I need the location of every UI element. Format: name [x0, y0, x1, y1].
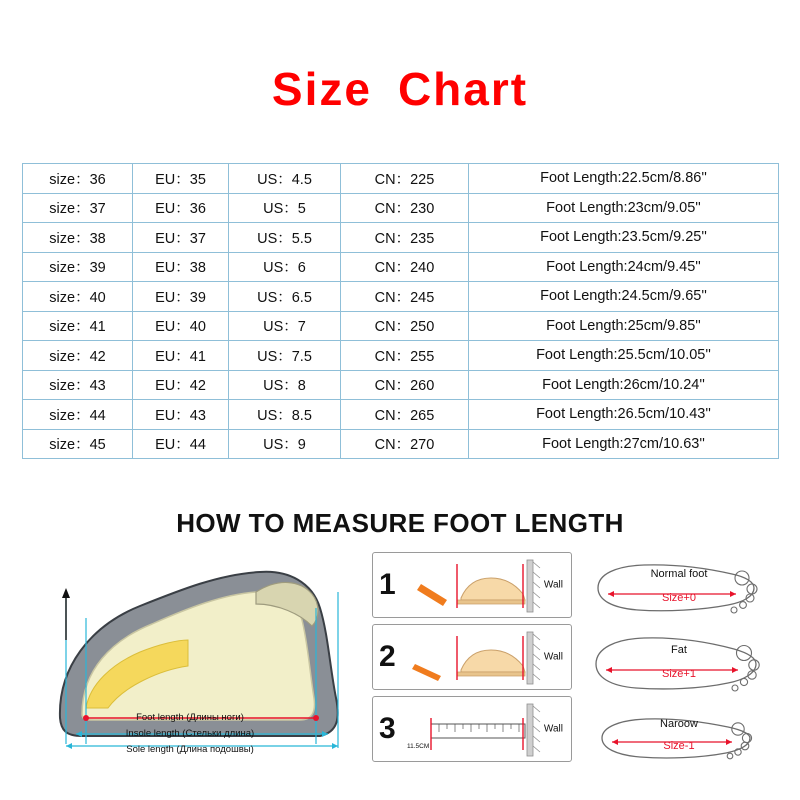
table-row	[23, 164, 779, 194]
table-row	[23, 429, 779, 459]
cell-us: US：5.5	[229, 223, 341, 253]
cell-us: US：8.5	[229, 400, 341, 430]
cell-us: US：4.5	[229, 164, 341, 194]
wall-shape	[527, 704, 533, 756]
cell-us: US：7	[229, 311, 341, 341]
cell-us: US：5	[229, 193, 341, 223]
measure-panels	[20, 548, 780, 778]
cell-size: size：44	[23, 400, 133, 430]
step-number: 1	[379, 568, 396, 601]
toe-5	[732, 685, 738, 691]
cell-foot-length: Foot Length:23.5cm/9.25''	[469, 223, 779, 253]
shoe-insole-region	[82, 592, 314, 720]
cell-foot-length: Foot Length:25cm/9.85''	[469, 311, 779, 341]
toe-4	[740, 602, 747, 609]
cell-eu: EU：38	[133, 252, 229, 282]
cell-eu: EU：39	[133, 282, 229, 312]
foot-type-fat	[586, 632, 786, 696]
foot-type-size: Size+1	[662, 668, 696, 680]
cell-foot-length: Foot Length:25.5cm/10.05''	[469, 341, 779, 371]
toe-big	[735, 571, 749, 585]
measure-step-3	[372, 696, 572, 762]
legend-sole-length: Sole length (Длина подошвы)	[126, 744, 254, 755]
measure-step-2	[372, 624, 572, 690]
foot-shape	[461, 650, 525, 672]
foot-type-label: Normal foot	[650, 568, 708, 580]
step-wall-label: Wall	[543, 723, 563, 735]
cell-cn: CN：255	[341, 341, 469, 371]
step-number: 2	[379, 640, 396, 673]
cell-size: size：43	[23, 370, 133, 400]
foot-sole	[457, 672, 525, 676]
toe-4	[740, 678, 747, 685]
cell-size: size：38	[23, 223, 133, 253]
cell-eu: EU：42	[133, 370, 229, 400]
cell-size: size：36	[23, 164, 133, 194]
cell-foot-length: Foot Length:26.5cm/10.43''	[469, 400, 779, 430]
cell-foot-length: Foot Length:24.5cm/9.65''	[469, 282, 779, 312]
foot-shape	[461, 578, 525, 600]
cell-us: US：6	[229, 252, 341, 282]
table-row	[23, 370, 779, 400]
cell-cn: CN：225	[341, 164, 469, 194]
cell-cn: CN：230	[341, 193, 469, 223]
cell-eu: EU：36	[133, 193, 229, 223]
cell-size: size：37	[23, 193, 133, 223]
foot-type-label: Naroow	[660, 718, 698, 730]
size-table-body	[23, 164, 779, 459]
table-row	[23, 193, 779, 223]
cell-size: size：42	[23, 341, 133, 371]
cell-cn: CN：250	[341, 311, 469, 341]
arrow-up-icon	[62, 588, 70, 598]
cell-foot-length: Foot Length:27cm/10.63''	[469, 429, 779, 459]
toe-2	[747, 584, 757, 594]
toe-5	[727, 753, 733, 759]
cell-eu: EU：43	[133, 400, 229, 430]
measure-step-1	[372, 552, 572, 618]
cell-size: size：45	[23, 429, 133, 459]
table-row	[23, 252, 779, 282]
measure-arrow-left-icon	[606, 667, 612, 673]
table-row	[23, 311, 779, 341]
measure-arrow-left-icon	[612, 739, 618, 745]
foot-type-normal	[586, 556, 786, 620]
cell-cn: CN：235	[341, 223, 469, 253]
step-number: 3	[379, 712, 396, 745]
table-row	[23, 223, 779, 253]
cell-cn: CN：270	[341, 429, 469, 459]
foot-type-size: Size-1	[663, 740, 695, 752]
cell-us: US：9	[229, 429, 341, 459]
cell-size: size：40	[23, 282, 133, 312]
cell-us: US：7.5	[229, 341, 341, 371]
size-chart-table	[22, 163, 779, 459]
ruler-measure-label: 11.5CM	[407, 743, 430, 750]
cell-eu: EU：44	[133, 429, 229, 459]
title-word-chart: Chart	[397, 63, 529, 115]
toe-5	[731, 607, 737, 613]
cell-foot-length: Foot Length:23cm/9.05''	[469, 193, 779, 223]
cell-eu: EU：41	[133, 341, 229, 371]
cell-foot-length: Foot Length:22.5cm/8.86''	[469, 164, 779, 194]
foot-type-narrow	[586, 706, 786, 770]
table-row	[23, 341, 779, 371]
table-row	[23, 282, 779, 312]
foot-types-diagram	[586, 548, 786, 772]
cell-cn: CN：260	[341, 370, 469, 400]
cell-us: US：6.5	[229, 282, 341, 312]
page-title	[0, 0, 800, 116]
pencil-icon	[417, 584, 447, 606]
cell-us: US：8	[229, 370, 341, 400]
measure-arrow-left-icon	[608, 591, 614, 597]
wall-shape	[527, 632, 533, 684]
cell-size: size：41	[23, 311, 133, 341]
measure-steps	[372, 552, 572, 766]
foot-sole	[457, 600, 525, 604]
step-wall-label: Wall	[543, 651, 563, 663]
legend-foot-length: Foot length (Длины ноги)	[136, 712, 244, 723]
step-wall-label: Wall	[543, 579, 563, 591]
foot-type-label: Fat	[671, 644, 687, 656]
title-word-size: Size	[271, 63, 372, 115]
pencil-icon	[412, 664, 441, 681]
cell-foot-length: Foot Length:24cm/9.45''	[469, 252, 779, 282]
cell-eu: EU：37	[133, 223, 229, 253]
cell-eu: EU：35	[133, 164, 229, 194]
toe-2	[749, 660, 759, 670]
cell-cn: CN：265	[341, 400, 469, 430]
measure-heading: HOW TO MEASURE FOOT LENGTH	[176, 508, 624, 538]
cell-foot-length: Foot Length:26cm/10.24''	[469, 370, 779, 400]
wall-shape	[527, 560, 533, 612]
foot-type-size: Size+0	[662, 592, 696, 604]
shoe-diagram	[20, 548, 360, 772]
cell-eu: EU：40	[133, 311, 229, 341]
cell-size: size：39	[23, 252, 133, 282]
table-row	[23, 400, 779, 430]
cell-cn: CN：240	[341, 252, 469, 282]
cell-cn: CN：245	[341, 282, 469, 312]
legend-insole-length: Insole length (Стельки длина)	[125, 728, 255, 739]
